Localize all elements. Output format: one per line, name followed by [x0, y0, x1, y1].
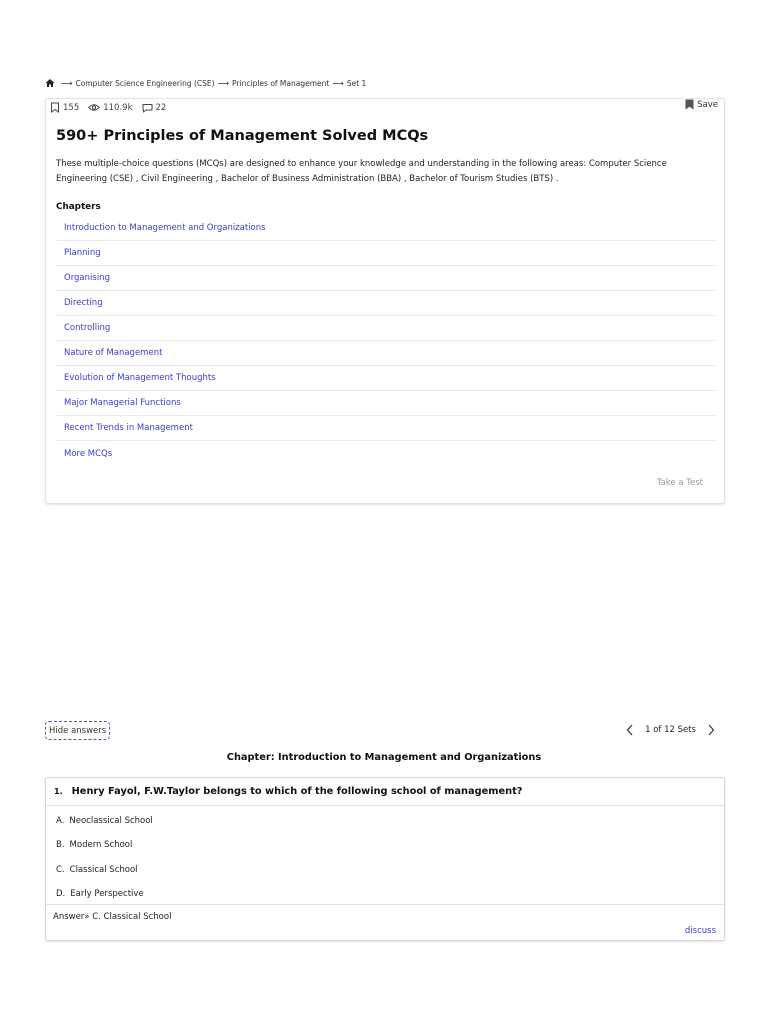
breadcrumb-link-principles-of-management[interactable]: Principles of Management: [232, 78, 330, 88]
save-label: Save: [697, 99, 718, 110]
option-c[interactable]: [56, 858, 724, 882]
set-pager: [623, 723, 718, 737]
chapter-item: [56, 316, 715, 341]
breadcrumb-separator: ⟶: [332, 78, 344, 88]
chapter-item: [56, 291, 715, 316]
chapter-link-controlling[interactable]: Controlling: [64, 323, 111, 333]
more-mcqs-link[interactable]: More MCQs: [64, 448, 113, 459]
question-text: Henry Fayol, F.W.Taylor belongs to which of the following school of management?: [71, 786, 523, 797]
option-a[interactable]: [56, 809, 724, 833]
option-b[interactable]: [56, 833, 724, 857]
bookmark-outline-icon: [50, 102, 60, 113]
option-text: Classical School: [69, 864, 138, 875]
option-text: Neoclassical School: [69, 816, 153, 827]
chapter-link-recent-trends[interactable]: Recent Trends in Management: [64, 423, 193, 433]
bookmark-filled-icon: [685, 99, 694, 110]
answer-text: Answer» C. Classical School: [53, 912, 172, 922]
chapters-heading: Chapters: [56, 202, 101, 212]
chapter-item: [56, 241, 715, 266]
comment-count[interactable]: [142, 103, 167, 113]
breadcrumb-link-set-1[interactable]: Set 1: [346, 78, 367, 88]
hide-answers-button[interactable]: Hide answers: [45, 721, 110, 740]
set-description: These multiple-choice questions (MCQs) are designed to enhance your knowledge and understanding in the following areas: Computer Science Engineering (CSE) , Civil Engineering , Bachelor of Business Administration (BBA) , Bachelor of Tourism Studies (BTS) .: [56, 159, 667, 184]
option-list: [46, 806, 724, 906]
chapter-link-introduction[interactable]: Introduction to Management and Organizations: [64, 223, 266, 233]
mcq-set-card: [45, 98, 725, 504]
comment-count-value: 22: [155, 102, 167, 113]
question-number: 1.: [54, 787, 63, 796]
chapter-title: Chapter: Introduction to Management and Organizations: [226, 752, 542, 763]
option-letter: C.: [56, 864, 65, 875]
eye-icon: [88, 103, 100, 112]
chapter-link-organising[interactable]: Organising: [64, 273, 110, 283]
chapter-link-managerial-functions[interactable]: Major Managerial Functions: [64, 398, 181, 408]
option-letter: A.: [56, 816, 65, 827]
chapter-item: [56, 216, 715, 241]
breadcrumb-link-cse[interactable]: Computer Science Engineering (CSE): [75, 78, 215, 88]
breadcrumb: [45, 77, 366, 89]
chapter-link-planning[interactable]: Planning: [64, 248, 101, 258]
chapter-item: [56, 341, 715, 366]
stats-bar: [50, 102, 175, 113]
view-count-value: 110.9k: [103, 102, 133, 113]
option-d[interactable]: [56, 882, 724, 906]
chapter-link-directing[interactable]: Directing: [64, 298, 103, 308]
chapter-list: [56, 216, 715, 466]
chapter-item: [56, 266, 715, 291]
option-text: Modern School: [69, 840, 133, 851]
chapter-link-nature-of-management[interactable]: Nature of Management: [64, 348, 163, 358]
option-letter: D.: [56, 889, 66, 900]
bookmark-count[interactable]: [50, 102, 79, 113]
chapter-item: [56, 366, 715, 391]
view-count: [88, 103, 132, 113]
breadcrumb-separator: ⟶: [61, 78, 73, 88]
question-card: [45, 777, 725, 941]
bookmark-count-value: 155: [63, 102, 80, 113]
answer-row: [46, 904, 724, 941]
chapter-item: [56, 441, 715, 466]
save-button[interactable]: [685, 99, 718, 110]
option-text: Early Perspective: [70, 889, 144, 900]
breadcrumb-separator: ⟶: [217, 78, 230, 88]
chapter-link-evolution[interactable]: Evolution of Management Thoughts: [64, 373, 216, 383]
discuss-link[interactable]: discuss: [684, 926, 716, 936]
chevron-left-icon[interactable]: [623, 723, 637, 737]
chevron-right-icon[interactable]: [704, 723, 718, 737]
take-a-test-button[interactable]: Take a Test: [656, 478, 703, 488]
chapter-item: [56, 391, 715, 416]
question-header: [46, 778, 724, 806]
page-title: 590+ Principles of Management Solved MCQs: [56, 128, 429, 144]
pager-status: 1 of 12 Sets: [645, 725, 696, 735]
home-icon[interactable]: [45, 78, 55, 88]
chapter-item: [56, 416, 715, 441]
comment-icon: [142, 103, 153, 113]
option-letter: B.: [56, 840, 65, 851]
